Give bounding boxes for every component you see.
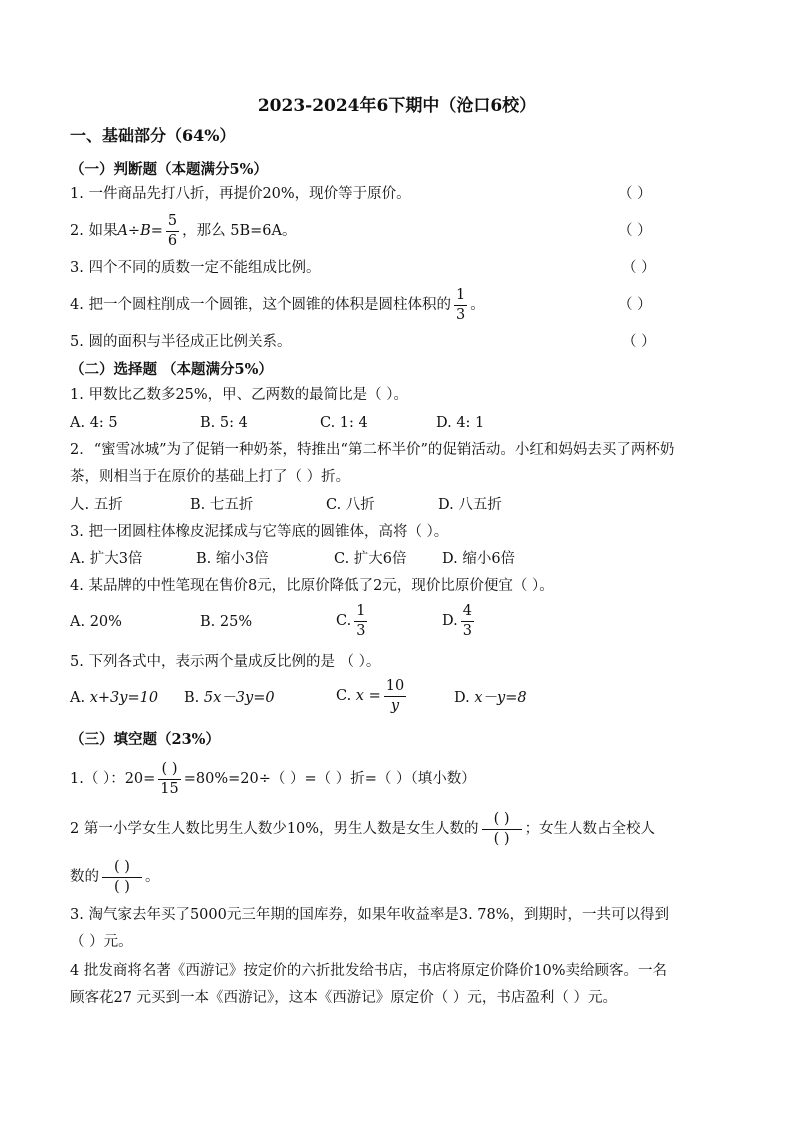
fill-1-den: 15	[160, 780, 179, 797]
judge-question-1: 1. 一件商品先打八折，再提价20%，现价等于原价。	[70, 186, 411, 202]
choice-3-option-b[interactable]: B. 缩小3倍	[196, 551, 269, 567]
choice-question-2-line2: 茶，则相当于在原价的基础上打了（ ）折。	[70, 469, 351, 485]
q2-den: 6	[167, 232, 178, 249]
choice-1-option-d[interactable]: D. 4: 1	[436, 415, 485, 431]
part-heading-basics: 一、基础部分（64%）	[70, 126, 236, 145]
answer-paren-2[interactable]: （ ）	[618, 223, 652, 239]
choice-5-option-d-label: D.	[454, 690, 470, 706]
choice-5-option-c-x: x =	[355, 688, 381, 704]
q2-prefix: 2. 如果	[70, 223, 118, 239]
choice-5-option-a-text: x+3y=10	[89, 690, 159, 706]
fill-1-num: ( )	[158, 762, 180, 780]
answer-paren-3[interactable]: （ ）	[622, 260, 656, 276]
q4-fraction	[454, 288, 467, 322]
judge-question-4	[70, 288, 485, 322]
choice-4-option-c-label: C.	[336, 613, 352, 629]
choice-5-option-c-fraction	[384, 679, 406, 713]
choice-4-option-c[interactable]	[336, 604, 370, 638]
choice-3-option-d[interactable]: D. 缩小6倍	[442, 551, 516, 567]
choice-5-option-d-text: x－y=8	[474, 690, 527, 706]
choice-4-option-a[interactable]: A. 20%	[70, 614, 122, 630]
fill-question-2-line1	[70, 812, 655, 846]
fill-2-suffix: ；女生人数占全校人	[524, 821, 656, 837]
choice-5-option-a-label: A.	[70, 690, 86, 706]
fill-question-4-line1: 4 批发商将名著《西游记》按定价的六折批发给书店，书店将原定价降价10%卖给顾客。一名	[70, 963, 668, 979]
answer-paren-5[interactable]: （ ）	[622, 334, 656, 350]
choice-4-option-c-fraction	[354, 604, 367, 638]
choice-5-option-d[interactable]	[454, 688, 527, 708]
choice-question-5: 5. 下列各式中，表示两个量成反比例的是 （ ）。	[70, 654, 381, 670]
choice-4-option-d[interactable]	[442, 604, 477, 638]
choice-5-option-a[interactable]	[70, 688, 158, 708]
choice-question-1: 1. 甲数比乙数多25%，甲、乙两数的最简比是（ ）。	[70, 387, 409, 403]
choice-4-option-b[interactable]: B. 25%	[200, 614, 253, 630]
q2-num: 5	[166, 214, 179, 232]
fill-1-suffix: =80%=20÷（ ）=（ ）折=（ ）（填小数）	[183, 771, 476, 787]
q2-suffix: ，那么 5B=6A。	[182, 223, 297, 239]
fill-2-den: ( )	[493, 830, 510, 847]
choice-5-option-b-label: B.	[184, 690, 200, 706]
answer-paren-4[interactable]: （ ）	[618, 297, 652, 313]
opt5c-den: y	[390, 697, 400, 714]
fill-question-4-line2: 顾客花27 元买到一本《西游记》，这本《西游记》原定价（ ）元，书店盈利（ ）元。	[70, 990, 618, 1006]
opt-d-num: 4	[461, 604, 474, 622]
choice-question-2-line1: 2．“蜜雪冰城”为了促销一种奶茶，特推出“第二杯半价”的促销活动。小红和妈妈去买了两杯奶	[70, 442, 675, 458]
fill-2b-den: ( )	[114, 878, 130, 895]
judge-question-5: 5. 圆的面积与半径成正比例关系。	[70, 334, 292, 350]
choice-2-option-d[interactable]: D. 八五折	[438, 497, 502, 513]
fill-2-num: ( )	[482, 812, 522, 830]
opt-c-den: 3	[356, 622, 366, 639]
choice-2-option-c[interactable]: C. 八折	[326, 497, 375, 513]
fill-2b-fraction[interactable]	[102, 860, 142, 894]
fill-question-3-line1: 3. 淘气家去年买了5000元三年期的国库券，如果年收益率是3. 78%，到期时，一共可以得到	[70, 907, 670, 923]
q2-expr: A÷B=	[117, 223, 163, 239]
choice-question-4: 4. 某品牌的中性笔现在售价8元，比原价降低了2元，现价比原价便宜（ ）。	[70, 578, 554, 594]
fill-2b-num: ( )	[102, 860, 142, 878]
choice-4-option-d-label: D.	[442, 613, 458, 629]
answer-paren-1[interactable]: （ ）	[618, 186, 652, 202]
q4-num: 1	[454, 288, 467, 306]
q4-den: 3	[455, 306, 466, 323]
choice-5-option-c[interactable]	[336, 679, 409, 713]
fill-2-line2-prefix: 数的	[70, 869, 99, 885]
choice-1-option-a[interactable]: A. 4: 5	[70, 415, 118, 431]
choice-question-3: 3. 把一团圆柱体橡皮泥揉成与它等底的圆锥体，高将（ ）。	[70, 524, 449, 540]
choice-5-option-b[interactable]	[184, 688, 275, 708]
choice-2-option-a[interactable]: 人. 五折	[70, 497, 123, 513]
page-title: 2023-2024年6下期中（沧口6校）	[257, 96, 537, 116]
choice-1-option-b[interactable]: B. 5: 4	[200, 415, 248, 431]
fill-2-prefix: 2 第一小学女生人数比男生人数少10%，男生人数是女生人数的	[70, 821, 479, 837]
choice-5-option-b-text: 5x－3y=0	[203, 690, 275, 706]
fill-question-2-line2	[70, 860, 160, 894]
judge-question-3: 3. 四个不同的质数一定不能组成比例。	[70, 260, 321, 276]
judge-question-2	[70, 214, 296, 248]
fill-1-prefix: 1.（ ）：20=	[70, 771, 156, 787]
q4-suffix: 。	[470, 297, 485, 313]
choice-3-option-c[interactable]: C. 扩大6倍	[334, 551, 407, 567]
opt-d-den: 3	[462, 622, 472, 639]
opt-c-num: 1	[354, 604, 367, 622]
choice-1-option-c[interactable]: C. 1: 4	[320, 415, 368, 431]
choice-3-option-a[interactable]: A. 扩大3倍	[70, 551, 143, 567]
q2-fraction	[166, 214, 179, 248]
opt5c-num: 10	[384, 679, 406, 697]
fill-question-3-line2: （ ）元。	[70, 934, 133, 950]
section-heading-choice: （二）选择题 （本题满分5%）	[70, 361, 273, 378]
fill-2-line2-suffix: 。	[145, 869, 160, 885]
fill-1-fraction[interactable]	[158, 762, 180, 796]
q4-prefix: 4. 把一个圆柱削成一个圆锥，这个圆锥的体积是圆柱体积的	[70, 297, 451, 313]
choice-4-option-d-fraction	[461, 604, 474, 638]
section-heading-fill: （三）填空题（23%）	[70, 731, 220, 748]
fill-2-fraction[interactable]	[482, 812, 522, 846]
choice-2-option-b[interactable]: B. 七五折	[190, 497, 254, 513]
fill-question-1	[70, 762, 476, 796]
section-heading-judgement: （一）判断题（本题满分5%）	[70, 161, 268, 178]
choice-5-option-c-label: C.	[336, 688, 352, 704]
